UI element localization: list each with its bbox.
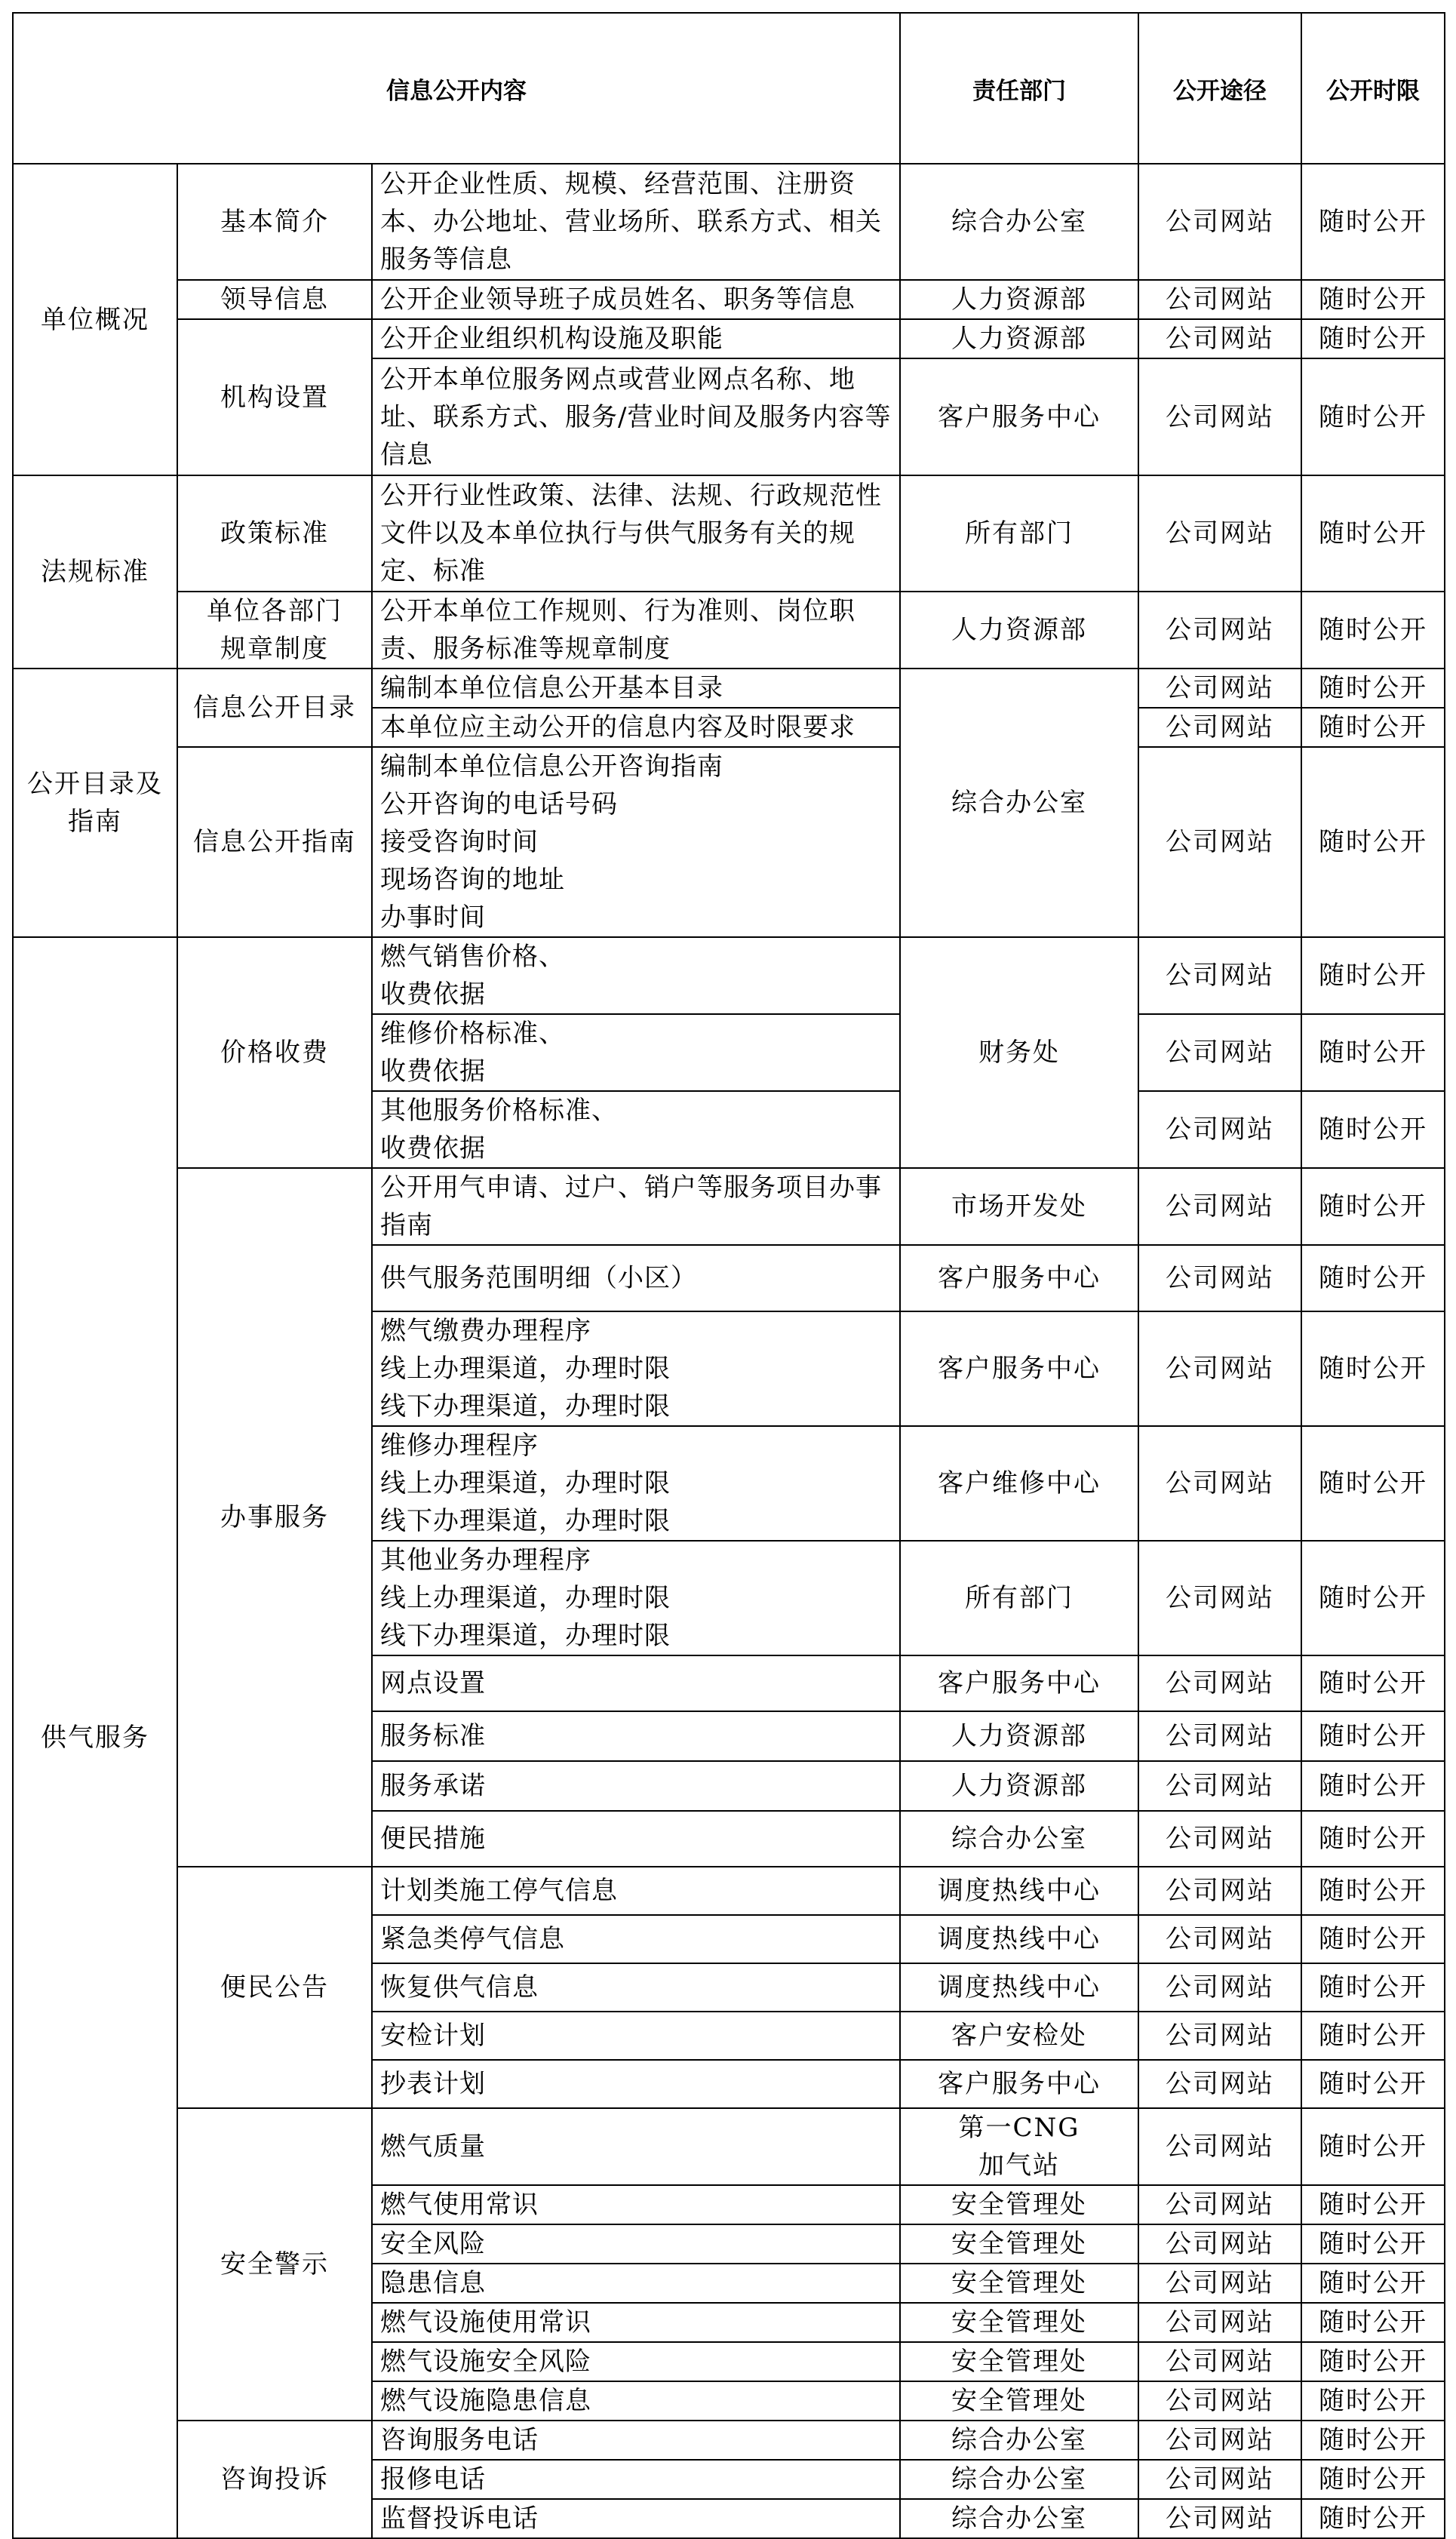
dept-cell: 综合办公室: [900, 164, 1138, 280]
timing-cell: 随时公开: [1301, 358, 1445, 475]
timing-cell: 随时公开: [1301, 937, 1445, 1014]
content-cell: 燃气设施安全风险: [372, 2342, 900, 2381]
channel-cell: 公司网站: [1138, 747, 1301, 937]
dept-cell: 客户安检处: [900, 2012, 1138, 2060]
timing-cell: 随时公开: [1301, 475, 1445, 592]
timing-cell: 随时公开: [1301, 1311, 1445, 1426]
header-timing: 公开时限: [1301, 13, 1445, 164]
timing-cell: 随时公开: [1301, 2421, 1445, 2460]
dept-cell: 财务处: [900, 937, 1138, 1168]
channel-cell: 公司网站: [1138, 1963, 1301, 2012]
content-cell: 维修办理程序 线上办理渠道，办理时限 线下办理渠道，办理时限: [372, 1426, 900, 1541]
header-row: [13, 13, 1445, 164]
content-cell: 编制本单位信息公开基本目录: [372, 669, 900, 708]
content-cell: 其他业务办理程序 线上办理渠道，办理时限 线下办理渠道，办理时限: [372, 1541, 900, 1655]
channel-cell: 公司网站: [1138, 2460, 1301, 2499]
dept-cell: 安全管理处: [900, 2264, 1138, 2303]
content-cell: 紧急类停气信息: [372, 1915, 900, 1963]
dept-cell: 客户维修中心: [900, 1426, 1138, 1541]
timing-cell: 随时公开: [1301, 1541, 1445, 1655]
header-channel: 公开途径: [1138, 13, 1301, 164]
channel-cell: 公司网站: [1138, 1245, 1301, 1311]
dept-cell: 所有部门: [900, 1541, 1138, 1655]
timing-cell: 随时公开: [1301, 2060, 1445, 2108]
timing-cell: 随时公开: [1301, 2460, 1445, 2499]
content-cell: 报修电话: [372, 2460, 900, 2499]
content-cell: 燃气质量: [372, 2108, 900, 2185]
content-cell: 便民措施: [372, 1811, 900, 1867]
timing-cell: 随时公开: [1301, 708, 1445, 747]
category-cell: 公开目录及 指南: [13, 669, 177, 937]
channel-cell: 公司网站: [1138, 937, 1301, 1014]
content-cell: 公开本单位工作规则、行为准则、岗位职责、服务标准等规章制度: [372, 592, 900, 669]
category-cell: 单位概况: [13, 164, 177, 475]
subcategory-cell: 政策标准: [177, 475, 372, 592]
content-cell: 恢复供气信息: [372, 1963, 900, 2012]
timing-cell: 随时公开: [1301, 747, 1445, 937]
channel-cell: 公司网站: [1138, 592, 1301, 669]
channel-cell: 公司网站: [1138, 708, 1301, 747]
dept-cell: 客户服务中心: [900, 1655, 1138, 1711]
timing-cell: 随时公开: [1301, 1811, 1445, 1867]
disclosure-table: [12, 12, 1445, 2539]
header-dept: 责任部门: [900, 13, 1138, 164]
dept-cell: 安全管理处: [900, 2303, 1138, 2342]
content-cell: 抄表计划: [372, 2060, 900, 2108]
content-cell: 计划类施工停气信息: [372, 1867, 900, 1915]
channel-cell: 公司网站: [1138, 358, 1301, 475]
content-cell: 编制本单位信息公开咨询指南 公开咨询的电话号码 接受咨询时间 现场咨询的地址 办事时间: [372, 747, 900, 937]
content-cell: 供气服务范围明细（小区）: [372, 1245, 900, 1311]
content-cell: 公开本单位服务网点或营业网点名称、地址、联系方式、服务/营业时间及服务内容等信息: [372, 358, 900, 475]
dept-cell: 客户服务中心: [900, 1245, 1138, 1311]
category-cell: 法规标准: [13, 475, 177, 669]
subcategory-cell: 机构设置: [177, 319, 372, 475]
timing-cell: 随时公开: [1301, 2342, 1445, 2381]
timing-cell: 随时公开: [1301, 1245, 1445, 1311]
timing-cell: 随时公开: [1301, 1963, 1445, 2012]
content-cell: 维修价格标准、 收费依据: [372, 1014, 900, 1091]
subcategory-cell: 办事服务: [177, 1168, 372, 1867]
table-row: [13, 669, 1445, 708]
channel-cell: 公司网站: [1138, 2381, 1301, 2421]
timing-cell: 随时公开: [1301, 1711, 1445, 1761]
channel-cell: 公司网站: [1138, 2421, 1301, 2460]
dept-cell: 第一CNG 加气站: [900, 2108, 1138, 2185]
channel-cell: 公司网站: [1138, 319, 1301, 358]
subcategory-cell: 便民公告: [177, 1867, 372, 2108]
dept-cell: 安全管理处: [900, 2224, 1138, 2264]
channel-cell: 公司网站: [1138, 2060, 1301, 2108]
channel-cell: 公司网站: [1138, 2012, 1301, 2060]
timing-cell: 随时公开: [1301, 669, 1445, 708]
timing-cell: 随时公开: [1301, 2012, 1445, 2060]
dept-cell: 综合办公室: [900, 2499, 1138, 2538]
channel-cell: 公司网站: [1138, 1915, 1301, 1963]
subcategory-cell: 信息公开目录: [177, 669, 372, 747]
subcategory-cell: 基本简介: [177, 164, 372, 280]
channel-cell: 公司网站: [1138, 475, 1301, 592]
table-row: [13, 1168, 1445, 1245]
timing-cell: 随时公开: [1301, 319, 1445, 358]
category-cell: 供气服务: [13, 937, 177, 2538]
timing-cell: 随时公开: [1301, 164, 1445, 280]
table-row: [13, 319, 1445, 358]
channel-cell: 公司网站: [1138, 2264, 1301, 2303]
dept-cell: 人力资源部: [900, 592, 1138, 669]
channel-cell: 公司网站: [1138, 164, 1301, 280]
content-cell: 燃气销售价格、 收费依据: [372, 937, 900, 1014]
table-row: [13, 747, 1445, 937]
timing-cell: 随时公开: [1301, 2108, 1445, 2185]
content-cell: 燃气设施隐患信息: [372, 2381, 900, 2421]
dept-cell: 调度热线中心: [900, 1915, 1138, 1963]
content-cell: 监督投诉电话: [372, 2499, 900, 2538]
channel-cell: 公司网站: [1138, 2108, 1301, 2185]
dept-cell: 客户服务中心: [900, 1311, 1138, 1426]
content-cell: 燃气设施使用常识: [372, 2303, 900, 2342]
timing-cell: 随时公开: [1301, 1168, 1445, 1245]
dept-cell: 人力资源部: [900, 280, 1138, 319]
timing-cell: 随时公开: [1301, 2224, 1445, 2264]
channel-cell: 公司网站: [1138, 1761, 1301, 1811]
channel-cell: 公司网站: [1138, 1811, 1301, 1867]
dept-cell: 调度热线中心: [900, 1963, 1138, 2012]
content-cell: 网点设置: [372, 1655, 900, 1711]
table-row: [13, 2421, 1445, 2460]
content-cell: 燃气使用常识: [372, 2185, 900, 2224]
timing-cell: 随时公开: [1301, 2381, 1445, 2421]
dept-cell: 所有部门: [900, 475, 1138, 592]
content-cell: 燃气缴费办理程序 线上办理渠道，办理时限 线下办理渠道，办理时限: [372, 1311, 900, 1426]
table-row: [13, 475, 1445, 592]
timing-cell: 随时公开: [1301, 280, 1445, 319]
content-cell: 安检计划: [372, 2012, 900, 2060]
timing-cell: 随时公开: [1301, 1426, 1445, 1541]
channel-cell: 公司网站: [1138, 669, 1301, 708]
timing-cell: 随时公开: [1301, 1091, 1445, 1168]
timing-cell: 随时公开: [1301, 592, 1445, 669]
channel-cell: 公司网站: [1138, 1426, 1301, 1541]
channel-cell: 公司网站: [1138, 2342, 1301, 2381]
content-cell: 安全风险: [372, 2224, 900, 2264]
dept-cell: 人力资源部: [900, 1711, 1138, 1761]
dept-cell: 安全管理处: [900, 2381, 1138, 2421]
channel-cell: 公司网站: [1138, 280, 1301, 319]
content-cell: 公开企业领导班子成员姓名、职务等信息: [372, 280, 900, 319]
timing-cell: 随时公开: [1301, 2185, 1445, 2224]
channel-cell: 公司网站: [1138, 1655, 1301, 1711]
channel-cell: 公司网站: [1138, 2224, 1301, 2264]
dept-cell: 客户服务中心: [900, 358, 1138, 475]
dept-cell: 综合办公室: [900, 2421, 1138, 2460]
table-row: [13, 164, 1445, 280]
subcategory-cell: 领导信息: [177, 280, 372, 319]
timing-cell: 随时公开: [1301, 2303, 1445, 2342]
content-cell: 服务承诺: [372, 1761, 900, 1811]
dept-cell: 调度热线中心: [900, 1867, 1138, 1915]
content-cell: 服务标准: [372, 1711, 900, 1761]
table-row: [13, 592, 1445, 669]
subcategory-cell: 单位各部门 规章制度: [177, 592, 372, 669]
subcategory-cell: 安全警示: [177, 2108, 372, 2421]
channel-cell: 公司网站: [1138, 2499, 1301, 2538]
dept-cell: 人力资源部: [900, 319, 1138, 358]
dept-cell: 安全管理处: [900, 2342, 1138, 2381]
table-row: [13, 1867, 1445, 1915]
channel-cell: 公司网站: [1138, 1711, 1301, 1761]
dept-cell: 安全管理处: [900, 2185, 1138, 2224]
channel-cell: 公司网站: [1138, 1311, 1301, 1426]
header-content: 信息公开内容: [13, 13, 900, 164]
channel-cell: 公司网站: [1138, 2185, 1301, 2224]
table-row: [13, 280, 1445, 319]
content-cell: 公开行业性政策、法律、法规、行政规范性文件以及本单位执行与供气服务有关的规定、标准: [372, 475, 900, 592]
dept-cell: 客户服务中心: [900, 2060, 1138, 2108]
timing-cell: 随时公开: [1301, 1915, 1445, 1963]
content-cell: 公开企业性质、规模、经营范围、注册资本、办公地址、营业场所、联系方式、相关服务等信息: [372, 164, 900, 280]
timing-cell: 随时公开: [1301, 2499, 1445, 2538]
timing-cell: 随时公开: [1301, 1867, 1445, 1915]
content-cell: 其他服务价格标准、 收费依据: [372, 1091, 900, 1168]
timing-cell: 随时公开: [1301, 2264, 1445, 2303]
dept-cell: 综合办公室: [900, 1811, 1138, 1867]
timing-cell: 随时公开: [1301, 1655, 1445, 1711]
content-cell: 公开用气申请、过户、销户等服务项目办事指南: [372, 1168, 900, 1245]
channel-cell: 公司网站: [1138, 1014, 1301, 1091]
dept-cell: 市场开发处: [900, 1168, 1138, 1245]
dept-cell: 综合办公室: [900, 2460, 1138, 2499]
table-row: [13, 937, 1445, 1014]
dept-cell: 人力资源部: [900, 1761, 1138, 1811]
subcategory-cell: 价格收费: [177, 937, 372, 1168]
subcategory-cell: 咨询投诉: [177, 2421, 372, 2538]
table-row: [13, 2108, 1445, 2185]
channel-cell: 公司网站: [1138, 1091, 1301, 1168]
dept-cell: 综合办公室: [900, 669, 1138, 937]
timing-cell: 随时公开: [1301, 1761, 1445, 1811]
subcategory-cell: 信息公开指南: [177, 747, 372, 937]
channel-cell: 公司网站: [1138, 2303, 1301, 2342]
content-cell: 隐患信息: [372, 2264, 900, 2303]
channel-cell: 公司网站: [1138, 1867, 1301, 1915]
content-cell: 公开企业组织机构设施及职能: [372, 319, 900, 358]
channel-cell: 公司网站: [1138, 1168, 1301, 1245]
channel-cell: 公司网站: [1138, 1541, 1301, 1655]
content-cell: 咨询服务电话: [372, 2421, 900, 2460]
timing-cell: 随时公开: [1301, 1014, 1445, 1091]
content-cell: 本单位应主动公开的信息内容及时限要求: [372, 708, 900, 747]
